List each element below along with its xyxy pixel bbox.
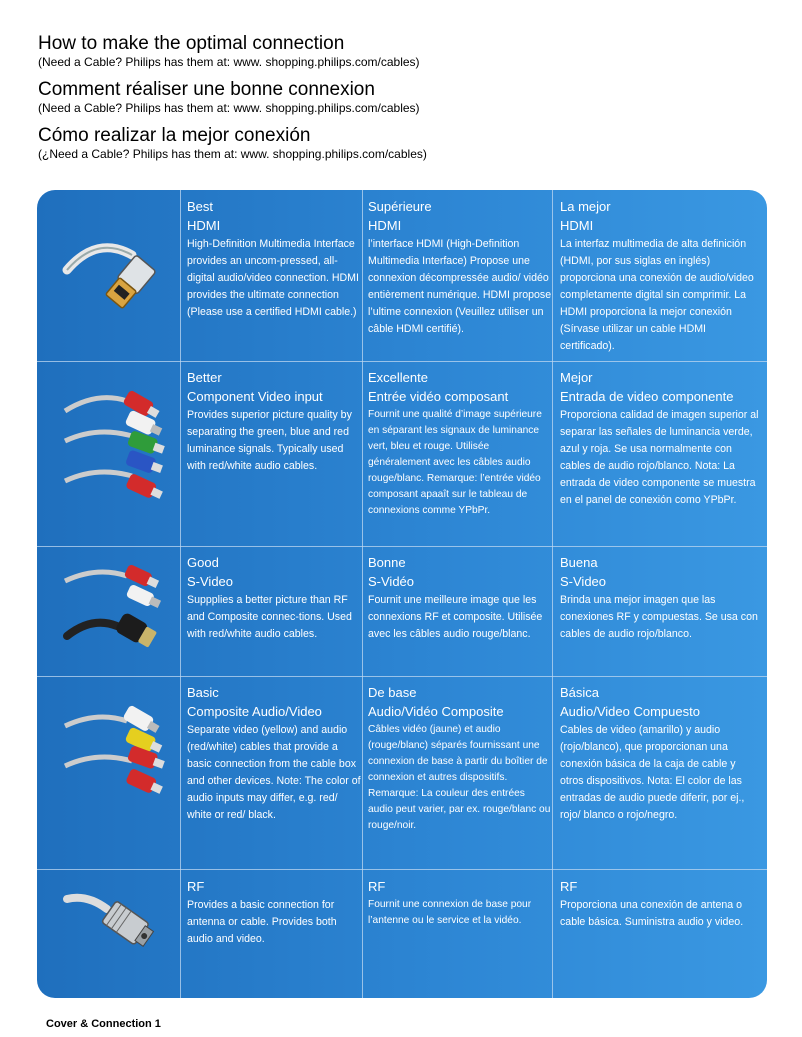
cell-english xyxy=(187,369,365,475)
connection-type: RF xyxy=(560,879,578,894)
table-row-s-video xyxy=(37,546,767,676)
connection-type: HDMI xyxy=(187,218,221,233)
cell-english xyxy=(187,554,365,643)
cell-spanish xyxy=(560,554,760,643)
description: Provides superior picture quality by separating the green, blue and red luminance signals. Typically used with red/white audio cables. xyxy=(187,409,352,472)
composite-av-cable-icon xyxy=(57,696,167,816)
quality-label: Best xyxy=(187,199,214,214)
quality-label: Bonne xyxy=(368,555,406,570)
heading-subtitle: (¿Need a Cable? Philips has them at: www. shopping.philips.com/cables) xyxy=(38,147,427,161)
s-video-cable-icon xyxy=(57,556,167,666)
table-row-component xyxy=(37,361,767,546)
quality-label: La mejor xyxy=(560,199,611,214)
heading-french xyxy=(38,79,420,115)
description: Provides a basic connection for antenna or cable. Provides both audio and video. xyxy=(187,899,337,945)
quality-label: Supérieure xyxy=(368,199,432,214)
heading-english xyxy=(38,33,420,69)
heading-title: How to make the optimal connection xyxy=(38,33,345,54)
quality-label: Buena xyxy=(560,555,598,570)
description: High-Definition Multimedia Interface provides an uncom-pressed, all-digital audio/video connection. HDMI provides the ultimate connection (Please use a certified HDMI cable.) xyxy=(187,238,359,318)
quality-label: De base xyxy=(368,685,417,700)
component-video-cable-icon xyxy=(57,381,167,521)
table-row-composite xyxy=(37,676,767,869)
row-image xyxy=(37,676,180,869)
connection-type: Entrée vidéo composant xyxy=(368,389,509,404)
cell-french xyxy=(368,554,552,643)
description: Fournit une meilleure image que les connexions RF et composite. Utilisée avec les câbles audio rouge/blanc. xyxy=(368,594,543,640)
cell-english xyxy=(187,198,365,321)
connection-type: RF xyxy=(187,879,205,894)
connection-type: S-Video xyxy=(187,574,234,589)
connection-type: S-Vidéo xyxy=(368,574,415,589)
cell-spanish xyxy=(560,369,760,509)
cell-english xyxy=(187,877,365,948)
connection-type: Audio/Vidéo Composite xyxy=(368,704,504,719)
connection-type: HDMI xyxy=(368,218,402,233)
heading-spanish xyxy=(38,125,427,161)
quality-label: Básica xyxy=(560,685,600,700)
quality-label: Basic xyxy=(187,685,219,700)
connection-type: Component Video input xyxy=(187,389,323,404)
cell-french xyxy=(368,877,552,929)
description: Câbles vidéo (jaune) et audio (rouge/blanc) séparés fournissant une connexion de base à partir du boîtier de connexion et autres dispositifs. Remarque: La couleur des entrées audio peut varier, par ex. rouge/blanc ou rouge/noir. xyxy=(368,724,551,831)
quality-label: Mejor xyxy=(560,370,593,385)
description: La interfaz multimedia de alta definición (HDMI, por sus siglas en inglés) proporciona una conexión de audio/video completamente digital sin comprimir. La HDMI proporciona la mejor conexión (Sírvase utilizar un cable HDMI certificado). xyxy=(560,238,754,352)
cell-french xyxy=(368,198,552,338)
quality-label: Better xyxy=(187,370,222,385)
description: Separate video (yellow) and audio (red/white) cables that provide a basic connection from the cable box and other devices. Note: The color of audio inputs may differ, e.g. red/ white or red/ black. xyxy=(187,724,361,821)
description: Proporciona una conexión de antena o cable básica. Suministra audio y video. xyxy=(560,899,744,928)
connection-type: Audio/Video Compuesto xyxy=(560,704,700,719)
page-footer: Cover & Connection 1 xyxy=(46,1018,161,1030)
cell-french xyxy=(368,684,552,834)
quality-label: Good xyxy=(187,555,219,570)
connection-table xyxy=(37,190,767,998)
row-image xyxy=(37,869,180,998)
description: l’interface HDMI (High-Definition Multimedia Interface) Propose une connexion décompressée audio/ vidéo entièrement numérique. HDMI propose l’ultime connexion (Veuillez utiliser un câble HDMI certifié). xyxy=(368,238,552,335)
description: Fournit une qualité d’image supérieure en séparant les signaux de luminance vert, bleu et rouge. Utilisée généralement avec les câbles audio rouge/blanc. Remarque: l’entrée vidéo composant apaaît sur le tableau de connexions comme YPbPr. xyxy=(368,409,542,516)
heading-subtitle: (Need a Cable? Philips has them at: www. shopping.philips.com/cables) xyxy=(38,101,420,115)
cell-spanish xyxy=(560,684,760,824)
row-image xyxy=(37,546,180,676)
description: Cables de video (amarillo) y audio (rojo/blanco), que proporcionan una conexión básica de la caja de cable y otros dispositivos. Nota: El color de las entradas de audio puede diferir, por ej., rojo/ blanco o rojo/negro. xyxy=(560,724,745,821)
heading-title: Cómo realizar la mejor conexión xyxy=(38,125,311,146)
connection-type: Entrada de video componente xyxy=(560,389,734,404)
cell-spanish xyxy=(560,198,760,355)
description: Fournit une connexion de base pour l’antenne ou le service et la vidéo. xyxy=(368,899,532,926)
description: Proporciona calidad de imagen superior al separar las señales de luminancia verde, azul y roja. Se usa normalmente con cables de audio rojo/blanco. Nota: La entrada de video componente se muestra en el panel de conexión como YPbPr. xyxy=(560,409,759,506)
connection-type: S-Video xyxy=(560,574,607,589)
heading-subtitle: (Need a Cable? Philips has them at: www. shopping.philips.com/cables) xyxy=(38,55,420,69)
description: Brinda una mejor imagen que las conexiones RF y compuestas. Se usa con cables de audio rojo/blanco. xyxy=(560,594,758,640)
connection-type: Composite Audio/Video xyxy=(187,704,322,719)
quality-label: Excellente xyxy=(368,370,428,385)
heading-title: Comment réaliser une bonne connexion xyxy=(38,79,375,100)
table-row-rf xyxy=(37,869,767,998)
description: Suppplies a better picture than RF and Composite connec-tions. Used with red/white audio cables. xyxy=(187,594,352,640)
connection-type: RF xyxy=(368,879,386,894)
rf-coaxial-cable-icon xyxy=(57,879,167,969)
cell-spanish xyxy=(560,877,760,931)
cell-french xyxy=(368,369,552,519)
hdmi-cable-icon xyxy=(57,230,167,320)
row-image xyxy=(37,361,180,546)
table-row-hdmi xyxy=(37,190,767,361)
connection-type: HDMI xyxy=(560,218,594,233)
row-image xyxy=(37,190,180,361)
cell-english xyxy=(187,684,365,824)
